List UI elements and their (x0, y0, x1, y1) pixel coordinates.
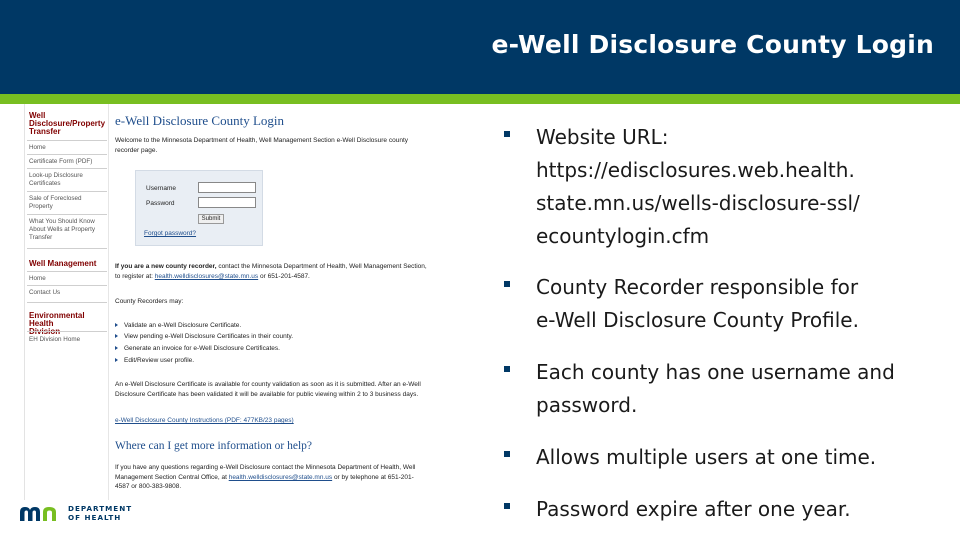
bullet-line: Allows multiple users at one time. (536, 445, 877, 469)
sidebar-divider (27, 168, 107, 169)
arrow-bullet-icon (115, 358, 118, 362)
bullet-line: Password expire after one year. (536, 497, 851, 521)
arrow-bullet-icon (115, 334, 118, 338)
sidebar-link-what-you-should-know[interactable]: What You Should Know About Wells at Property Transfer (29, 218, 96, 241)
bullet-line: ecountylogin.cfm (536, 224, 710, 248)
username-label: Username (146, 185, 176, 192)
screenshot-main (115, 104, 468, 500)
sidebar-divider (27, 302, 107, 303)
register-email-link[interactable]: health.welldisclosures@state.mn.us (154, 272, 259, 280)
list-item: Validate an e-Well Disclosure Certificate. (115, 322, 241, 329)
sidebar-link-certificate-form[interactable]: Certificate Form (PDF) (29, 158, 93, 165)
square-bullet-icon (504, 503, 510, 509)
sidebar-link-eh-division-home[interactable]: EH Division Home (29, 336, 81, 343)
login-form (135, 170, 263, 246)
sidebar-divider (27, 154, 107, 155)
sidebar-link-lookup-certificates[interactable]: Look-up Disclosure Certificates (29, 172, 83, 187)
square-bullet-icon (504, 366, 510, 372)
availability-text: An e-Well Disclosure Certificate is available for county validation as soon as it is submitted. After an e-Well Disclosure Certificate has been validated it will be available for public viewing within 2 to 3 business days. (115, 381, 421, 398)
submit-button[interactable]: Submit (198, 214, 224, 224)
sidebar-divider (27, 331, 107, 332)
square-bullet-icon (504, 131, 510, 137)
bullet-line: e-Well Disclosure County Profile. (536, 308, 859, 332)
slide-title: e-Well Disclosure County Login (491, 30, 934, 59)
password-label: Password (146, 200, 175, 207)
new-recorder-text: If you are a new county recorder, contact the Minnesota Department of Health, Well Management Section, to register at: health.welldisclosures@state.mn.us or 651-201-4587. (115, 263, 427, 280)
logo-wordmark: DEPARTMENT OF HEALTH (68, 504, 133, 522)
forgot-password-link[interactable]: Forgot password? (144, 230, 197, 237)
sidebar-link-foreclosed-property[interactable]: Sale of Foreclosed Property (29, 195, 82, 210)
arrow-bullet-icon (115, 346, 118, 350)
sidebar-link-home[interactable]: Home (29, 144, 46, 151)
sidebar-heading-well-management[interactable]: Well Management (29, 259, 97, 268)
arrow-bullet-icon (115, 323, 118, 327)
sidebar-heading-well-disclosure[interactable]: Well Disclosure/Property Transfer (29, 111, 106, 136)
login-page-title: e-Well Disclosure County Login (115, 113, 285, 128)
sidebar-divider (27, 214, 107, 215)
bullet-line: password. (536, 393, 638, 417)
mn-logo-icon (18, 504, 62, 522)
county-instructions-link[interactable]: e-Well Disclosure County Instructions (PDF: 477KB/23 pages) (115, 417, 294, 424)
sidebar-divider (27, 140, 107, 141)
screenshot-sidebar (25, 104, 109, 500)
bullet-line: Website URL: (536, 125, 669, 149)
sidebar-divider (27, 285, 107, 286)
sidebar-divider (27, 248, 107, 249)
list-item: View pending e-Well Disclosure Certificates in their county. (115, 333, 293, 340)
list-item: Generate an invoice for e-Well Disclosure Certificates. (115, 345, 280, 352)
help-heading: Where can I get more information or help? (115, 440, 313, 452)
square-bullet-icon (504, 281, 510, 287)
list-item: Edit/Review user profile. (115, 357, 194, 364)
help-text: If you have any questions regarding e-Well Disclosure contact the Minnesota Department of Health, Well Management Section Central Office, at health.welldisclosures@state.mn.us or by telephone at 651-201- 4587 or 800-383-9808. (115, 464, 416, 490)
recorders-may-label: County Recorders may: (115, 298, 184, 305)
bullet-line: County Recorder responsible for (536, 275, 859, 299)
username-input[interactable] (198, 182, 256, 193)
sidebar-divider (27, 191, 107, 192)
sidebar-link-wm-home[interactable]: Home (29, 275, 46, 282)
square-bullet-icon (504, 451, 510, 457)
sidebar-divider (27, 271, 107, 272)
sidebar-link-contact-us[interactable]: Contact Us (29, 289, 61, 296)
bullet-line: state.mn.us/wells-disclosure-ssl/ (536, 191, 860, 215)
bullet-line: Each county has one username and (536, 360, 895, 384)
website-screenshot (24, 104, 468, 500)
welcome-text: Welcome to the Minnesota Department of Health, Well Management Section e-Well Disclosure county recorder page. (115, 137, 408, 154)
password-input[interactable] (198, 197, 256, 208)
sidebar-heading-environmental-health[interactable]: Environmental Health (29, 311, 85, 328)
bullet-line: https://edisclosures.web.health. (536, 158, 855, 182)
mdh-logo (18, 503, 148, 523)
accent-stripe (0, 94, 960, 104)
help-email-link[interactable]: health.welldisclosures@state.mn.us (228, 473, 333, 481)
header-bar (0, 0, 960, 94)
